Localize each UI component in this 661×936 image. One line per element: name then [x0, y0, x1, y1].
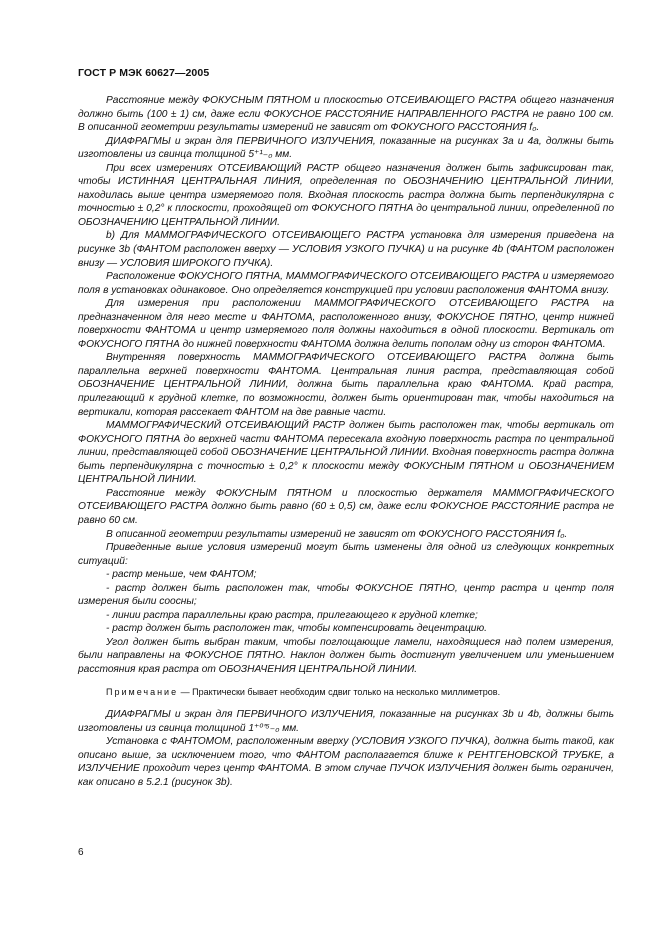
paragraph-mammographic-setup: b) Для МАММОГРАФИЧЕСКОГО ОТСЕИВАЮЩЕГО РАСТРА установка для измерения приведена на рисунке 3b (ФАНТОМ расположен вверху — УСЛОВИЯ УЗКОГО ПУЧКА) и на рисунке 4b (ФАНТОМ расположен внизу — УСЛОВИЯ ШИРОКОГО ПУЧКА).: [78, 230, 614, 269]
paragraph-grid-fixation: При всех измерениях ОТСЕИВАЮЩИЙ РАСТР общего назначения должен быть зафиксирован так, чтобы ИСТИННАЯ ЦЕНТРАЛЬНАЯ ЛИНИЯ, определенная по ОБОЗНАЧЕНИЮ ЦЕНТРАЛЬНОЙ ЛИНИИ, находилась выше центра измеряемого поля. Входная плоскость растра должна быть перпендикулярна с точностью ± 0,2° к плоскости, проходящей от ФОКУСНОГО ПЯТНА до центральной линии, определенной по ОБОЗНАЧЕНИЮ ЦЕНТРАЛЬНОЙ ЛИНИИ.: [78, 162, 614, 228]
list-item-decentering: - растр должен быть расположен так, чтобы компенсировать децентрацию.: [106, 623, 487, 635]
document-body: [78, 94, 614, 789]
paragraph-focal-spot-location: Расположение ФОКУСНОГО ПЯТНА, МАММОГРАФИЧЕСКОГО ОТСЕИВАЮЩЕГО РАСТРА и измеряемого поля в установках одинаковое. Оно определяется конструкцией при условии расположения ФАНТОМА внизу.: [78, 271, 614, 296]
list-item-parallel-lines: - линии растра параллельны краю растра, прилегающего к грудной клетке;: [106, 609, 478, 621]
paragraph-geometry-independence: В описанной геометрии результаты измерений не зависят от ФОКУСНОГО РАССТОЯНИЯ f₀.: [106, 528, 568, 540]
paragraph-focal-distance: Расстояние между ФОКУСНЫМ ПЯТНОМ и плоскостью ОТСЕИВАЮЩЕГО РАСТРА общего назначения должно быть (100 ± 1) см, даже если ФОКУСНОЕ РАССТОЯНИЕ НАПРАВЛЕННОГО РАСТРА не равно 100 см. В описанной геометрии результаты измерений не зависят от ФОКУСНОГО РАССТОЯНИЯ f₀.: [78, 95, 614, 134]
page-number: 6: [78, 847, 84, 858]
note-label: Примечание: [106, 686, 179, 697]
paragraph-conditions-intro: Приведенные выше условия измерений могут быть изменены для одной из следующих конкретных ситуаций:: [78, 542, 614, 567]
paragraph-diaphragms-3b: ДИАФРАГМЫ и экран для ПЕРВИЧНОГО ИЗЛУЧЕНИЯ, показанные на рисунках 3b и 4b, должны быть изготовлены из свинца толщиной 1⁺⁰'⁵₋₀ мм.: [78, 709, 614, 734]
paragraph-phantom-below: Для измерения при расположении МАММОГРАФИЧЕСКОГО ОТСЕИВАЮЩЕГО РАСТРА на предназначенном для него месте и ФАНТОМА, расположенного внизу, ФОКУСНОЕ ПЯТНО, центр нижней поверхности ФАНТОМА и центр измеряемого поля должны находиться в одной плоскости. Вертикаль от ФОКУСНОГО ПЯТНА до нижней поверхности ФАНТОМА должна делить пополам одну из сторон ФАНТОМА.: [78, 298, 614, 350]
note: [78, 686, 614, 700]
paragraph-narrow-beam: Установка с ФАНТОМОМ, расположенным вверху (УСЛОВИЯ УЗКОГО ПУЧКА), должна быть такой, как описано выше, за исключением того, что ФАНТОМ располагается ближе к РЕНТГЕНОВСКОЙ ТРУБКЕ, а ИЗЛУЧЕНИЕ проходит через центр ФАНТОМА. В этом случае ПУЧОК ИЗЛУЧЕНИЯ должен быть ограничен, как описано в 5.2.1 (рисунок 3b).: [78, 736, 614, 788]
list-item-smaller-grid: - растр меньше, чем ФАНТОМ;: [106, 569, 257, 581]
note-text: — Практически бывает необходим сдвиг только на несколько миллиметров.: [178, 686, 501, 697]
paragraph-holder-distance: Расстояние между ФОКУСНЫМ ПЯТНОМ и плоскостью держателя МАММОГРАФИЧЕСКОГО ОТСЕИВАЮЩЕГО РАСТРА должно быть равно (60 ± 0,5) см, даже если ФОКУСНОЕ РАССТОЯНИЕ растра не равно 60 см.: [78, 487, 614, 526]
paragraph-diaphragms-3a: ДИАФРАГМЫ и экран для ПЕРВИЧНОГО ИЗЛУЧЕНИЯ, показанные на рисунках 3а и 4а, должны быть изготовлены из свинца толщиной 5⁺¹₋₀ мм.: [78, 135, 614, 161]
list-item-coaxial: - растр должен быть расположен так, чтобы ФОКУСНОЕ ПЯТНО, центр растра и центр поля измерения были соосны;: [78, 582, 614, 608]
paragraph-mammographic-position: МАММОГРАФИЧЕСКИЙ ОТСЕИВАЮЩИЙ РАСТР должен быть расположен так, чтобы вертикаль от ФОКУСНОГО ПЯТНА до верхней части ФАНТОМА пересекала входную поверхность растра по центральной линии, представляющей собой ОБОЗНАЧЕНИЕ ЦЕНТРАЛЬНОЙ ЛИНИИ. Входная поверхность растра должна быть перпендикулярна с точностью ± 0,2° к плоскости между ФОКУСНЫМ ПЯТНОМ и ОБОЗНАЧЕНИЕМ ЦЕНТРАЛЬНОЙ ЛИНИИ.: [78, 420, 614, 486]
document-header: ГОСТ Р МЭК 60627—2005: [78, 67, 210, 79]
paragraph-inner-surface: Внутренняя поверхность МАММОГРАФИЧЕСКОГО ОТСЕИВАЮЩЕГО РАСТРА должна быть параллельна верхней поверхности ФАНТОМА. Центральная линия растра, представляющая собой ОБОЗНАЧЕНИЕ ЦЕНТРАЛЬНОЙ ЛИНИИ, должна быть параллельна краю ФАНТОМА. Край растра, прилегающий к грудной клетке, по возможности, должен быть ориентирован так, чтобы находиться на вертикали, которая рассекает ФАНТОМ на две равные части.: [78, 352, 614, 418]
paragraph-angle: Угол должен быть выбран таким, чтобы поглощающие ламели, находящиеся над полем измерения, были направлены на ФОКУСНОЕ ПЯТНО. Наклон должен быть достигнут увеличением или уменьшением расстояния края растра от ОБОЗНАЧЕНИЯ ЦЕНТРАЛЬНОЙ ЛИНИИ.: [78, 636, 614, 675]
